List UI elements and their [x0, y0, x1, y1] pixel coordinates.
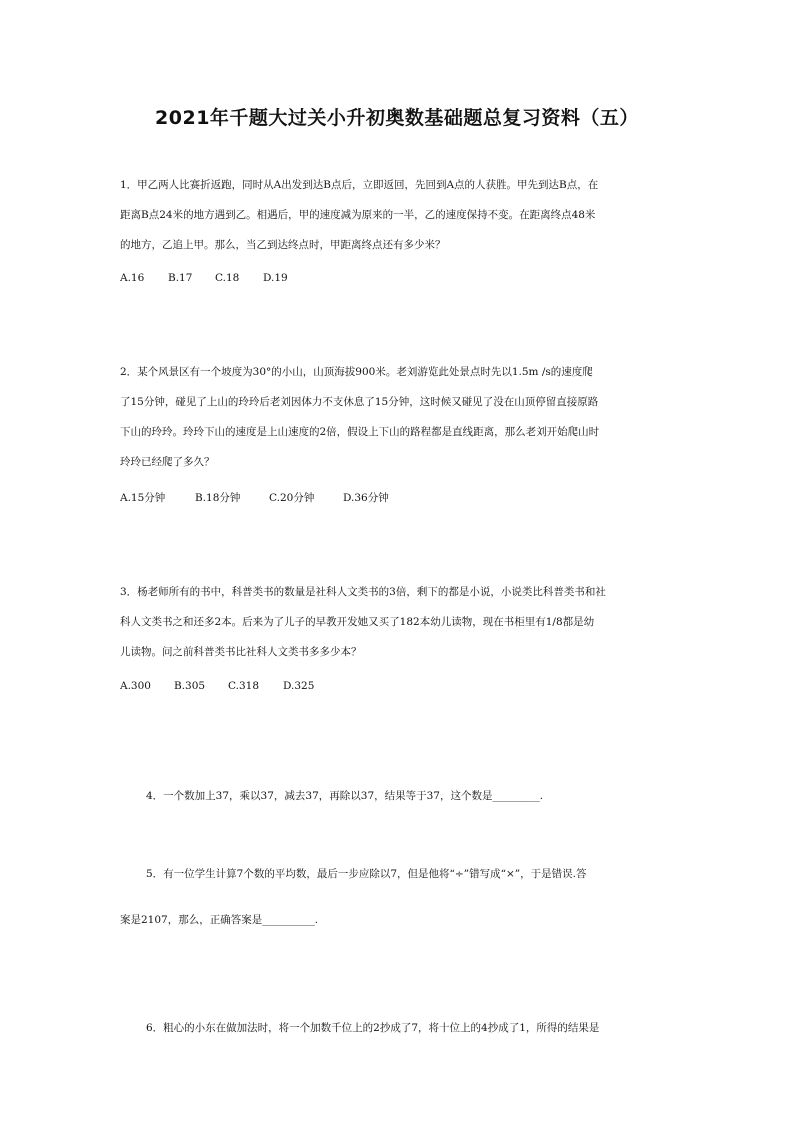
page-title: 2021年千题大过关小升初奥数基础题总复习资料（五） — [155, 107, 639, 129]
option-c: C.318 — [228, 680, 260, 692]
question-3-line: 儿读物。问之前科普类书比社科人文类书多多少本？ — [120, 646, 362, 658]
question-2-line: 2．某个风景区有一个坡度为30°的小山，山顶海拔900米。老刘游览此处景点时先以1.5m /s的速度爬 — [120, 366, 593, 378]
question-3-line: 科人文类书之和还多2本。后来为了儿子的早教开发她又买了182本幼儿读物，现在书柜里有1/8都是幼 — [120, 616, 595, 628]
question-1-line: 的地方，乙追上甲。那么，当乙到达终点时，甲距离终点还有多少米？ — [120, 239, 446, 251]
option-a: A.15分钟 — [120, 492, 166, 504]
question-4 — [146, 788, 543, 803]
option-a: A.16 — [120, 272, 145, 284]
question-5-line-1: 5．有一位学生计算7个数的平均数，最后一步应除以7，但是他将“÷”错写成“×”，于是错误.答 — [146, 868, 587, 880]
question-2-line: 玲玲已经爬了多久？ — [120, 456, 215, 468]
question-1-line: 距离B点24米的地方遇到乙。相遇后，甲的速度减为原来的一半，乙的速度保持不变。在距离终点48米 — [120, 209, 596, 221]
question-4-text: 4．一个数加上37，乘以37，减去37，再除以37，结果等于37，这个数是 — [146, 790, 493, 802]
option-c: C.20分钟 — [269, 492, 315, 504]
option-a: A.300 — [120, 680, 151, 692]
answer-blank: _________. — [492, 790, 544, 802]
question-2 — [120, 357, 680, 477]
question-2-line: 下山的玲玲。玲玲下山的速度是上山速度的2倍，假设上下山的路程都是直线距离，那么老刘开始爬山时 — [120, 426, 600, 438]
question-2-options — [120, 490, 389, 505]
question-2-line: 了15分钟，碰见了上山的玲玲后老刘因体力不支休息了15分钟，这时候又碰见了没在山顶停留直接原路 — [120, 396, 599, 408]
question-1-line: 1．甲乙两人比赛折返跑，同时从A出发到达B点后，立即返回，先回到A点的人获胜。甲先到达B点，在 — [120, 179, 599, 191]
option-b: B.17 — [168, 272, 193, 284]
question-3-options — [120, 680, 314, 692]
option-c: C.18 — [215, 272, 240, 284]
question-3 — [120, 577, 680, 667]
question-5-text: 案是2107，那么，正确答案是 — [120, 914, 263, 926]
question-6: 6．粗心的小东在做加法时，将一个加数千位上的2抄成了7，将十位上的4抄成了1，所得的结果是 — [146, 1022, 600, 1034]
option-b: B.18分钟 — [195, 492, 241, 504]
question-1-options — [120, 272, 288, 284]
question-5-line-2 — [120, 912, 318, 927]
option-d: D.19 — [263, 272, 288, 284]
option-d: D.36分钟 — [343, 492, 389, 504]
option-b: B.305 — [174, 680, 206, 692]
question-1 — [120, 170, 680, 260]
question-3-line: 3．杨老师所有的书中，科普类书的数量是社科人文类书的3倍，剩下的都是小说，小说类比科普类书和社 — [120, 586, 606, 598]
option-d: D.325 — [283, 680, 315, 692]
answer-blank: __________. — [262, 914, 319, 926]
